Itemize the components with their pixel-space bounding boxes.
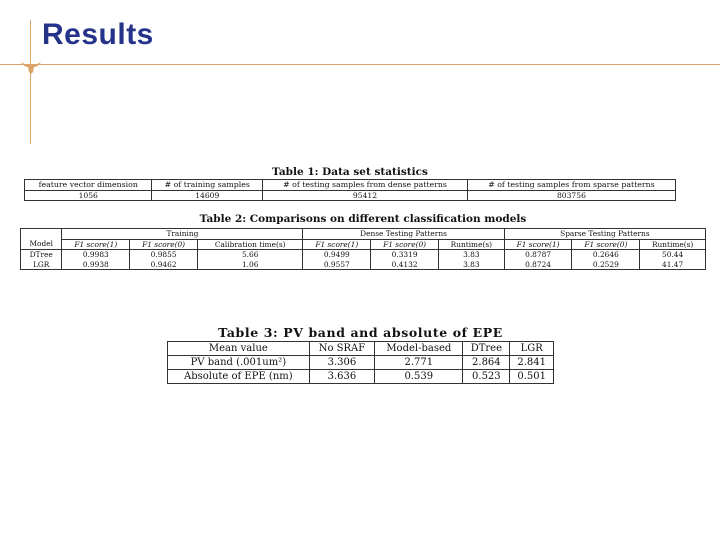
table2-header: F1 score(1) bbox=[62, 239, 130, 250]
table-row bbox=[21, 250, 706, 260]
table-row bbox=[25, 190, 676, 201]
table2-caption: Table 2: Comparisons on different classification models bbox=[199, 213, 527, 225]
table-row bbox=[168, 370, 554, 384]
table3-header: DTree bbox=[463, 342, 510, 356]
table2-cell: 0.8787 bbox=[504, 250, 572, 260]
table2-cell: 0.9983 bbox=[62, 250, 130, 260]
table2-header: F1 score(0) bbox=[371, 239, 439, 250]
table-row bbox=[21, 260, 706, 270]
table2-header: F1 score(1) bbox=[303, 239, 371, 250]
table2-header: Runtime(s) bbox=[439, 239, 505, 250]
table2-cell: 0.8724 bbox=[504, 260, 572, 270]
table1-caption: Table 1: Data set statistics bbox=[272, 166, 428, 178]
table2-header: F1 score(1) bbox=[504, 239, 572, 250]
table2-cell: 1.06 bbox=[198, 260, 303, 270]
table2-cell: 0.9462 bbox=[130, 260, 198, 270]
table2-cell: 3.83 bbox=[439, 260, 505, 270]
table2-cell: 5.66 bbox=[198, 250, 303, 260]
longhorn-icon bbox=[21, 60, 41, 74]
table3-cell: 0.523 bbox=[463, 370, 510, 384]
table3-caption: Table 3: PV band and absolute of EPE bbox=[218, 325, 503, 340]
table2-cell: 0.2529 bbox=[572, 260, 640, 270]
table2-cell: DTree bbox=[21, 250, 62, 260]
table3-cell: 3.306 bbox=[309, 356, 375, 370]
table2-cell: LGR bbox=[21, 260, 62, 270]
table2-cell: 50.44 bbox=[662, 250, 684, 259]
table2-cell: 0.9557 bbox=[303, 260, 371, 270]
table3-header: Model-based bbox=[375, 342, 463, 356]
table3-header: Mean value bbox=[168, 342, 310, 356]
table3-cell: 2.864 bbox=[463, 356, 510, 370]
table3-cell: 3.636 bbox=[309, 370, 375, 384]
table2-cell: 0.9938 bbox=[62, 260, 130, 270]
table3-cell: PV band (.001um²) bbox=[168, 356, 310, 370]
table3-cell: 2.841 bbox=[510, 356, 554, 370]
table1-header: # of testing samples from sparse patterns bbox=[467, 180, 675, 191]
group-header-sparse: Sparse Testing Patterns bbox=[504, 229, 705, 240]
table2-header: Runtime(s) bbox=[640, 239, 706, 250]
group-header-training: Training bbox=[62, 229, 303, 240]
table2-cell: 0.9855 bbox=[130, 250, 198, 260]
data-set-statistics-table bbox=[24, 179, 676, 201]
table1-header: # of training samples bbox=[152, 180, 263, 191]
table2-cell: 0.4132 bbox=[371, 260, 439, 270]
header-vertical-rule bbox=[30, 20, 31, 144]
table3-header: No SRAF bbox=[309, 342, 375, 356]
table2-header: F1 score(0) bbox=[130, 239, 198, 250]
table2-cell: 0.3319 bbox=[371, 250, 439, 260]
table2-header: F1 score(0) bbox=[572, 239, 640, 250]
table-row bbox=[168, 356, 554, 370]
group-header-dense: Dense Testing Patterns bbox=[303, 229, 504, 240]
table1-cell: 14609 bbox=[152, 190, 263, 201]
table1-cell: 1056 bbox=[25, 190, 152, 201]
table3-cell: 2.771 bbox=[375, 356, 463, 370]
header-rule bbox=[0, 64, 720, 65]
table1-cell: 95412 bbox=[263, 190, 468, 201]
slide-title: Results bbox=[42, 18, 154, 51]
table2-cell: 3.83 bbox=[439, 250, 505, 260]
table3-header: LGR bbox=[510, 342, 554, 356]
table3-cell: Absolute of EPE (nm) bbox=[168, 370, 310, 384]
pv-band-epe-table bbox=[167, 341, 554, 384]
table2-cell: 41.47 bbox=[662, 259, 684, 269]
table2-cell: 0.2646 bbox=[572, 250, 640, 260]
table1-cell: 803756 bbox=[556, 190, 586, 200]
table2-cell: 0.9499 bbox=[303, 250, 371, 260]
table2-header: Model bbox=[21, 239, 62, 250]
classification-models-table bbox=[20, 228, 706, 270]
table1-header: feature vector dimension bbox=[25, 180, 152, 191]
table3-cell: 0.539 bbox=[375, 370, 463, 384]
table2-header: Calibration time(s) bbox=[198, 239, 303, 250]
table3-cell: 0.501 bbox=[510, 370, 554, 384]
table1-header: # of testing samples from dense patterns bbox=[263, 180, 468, 191]
